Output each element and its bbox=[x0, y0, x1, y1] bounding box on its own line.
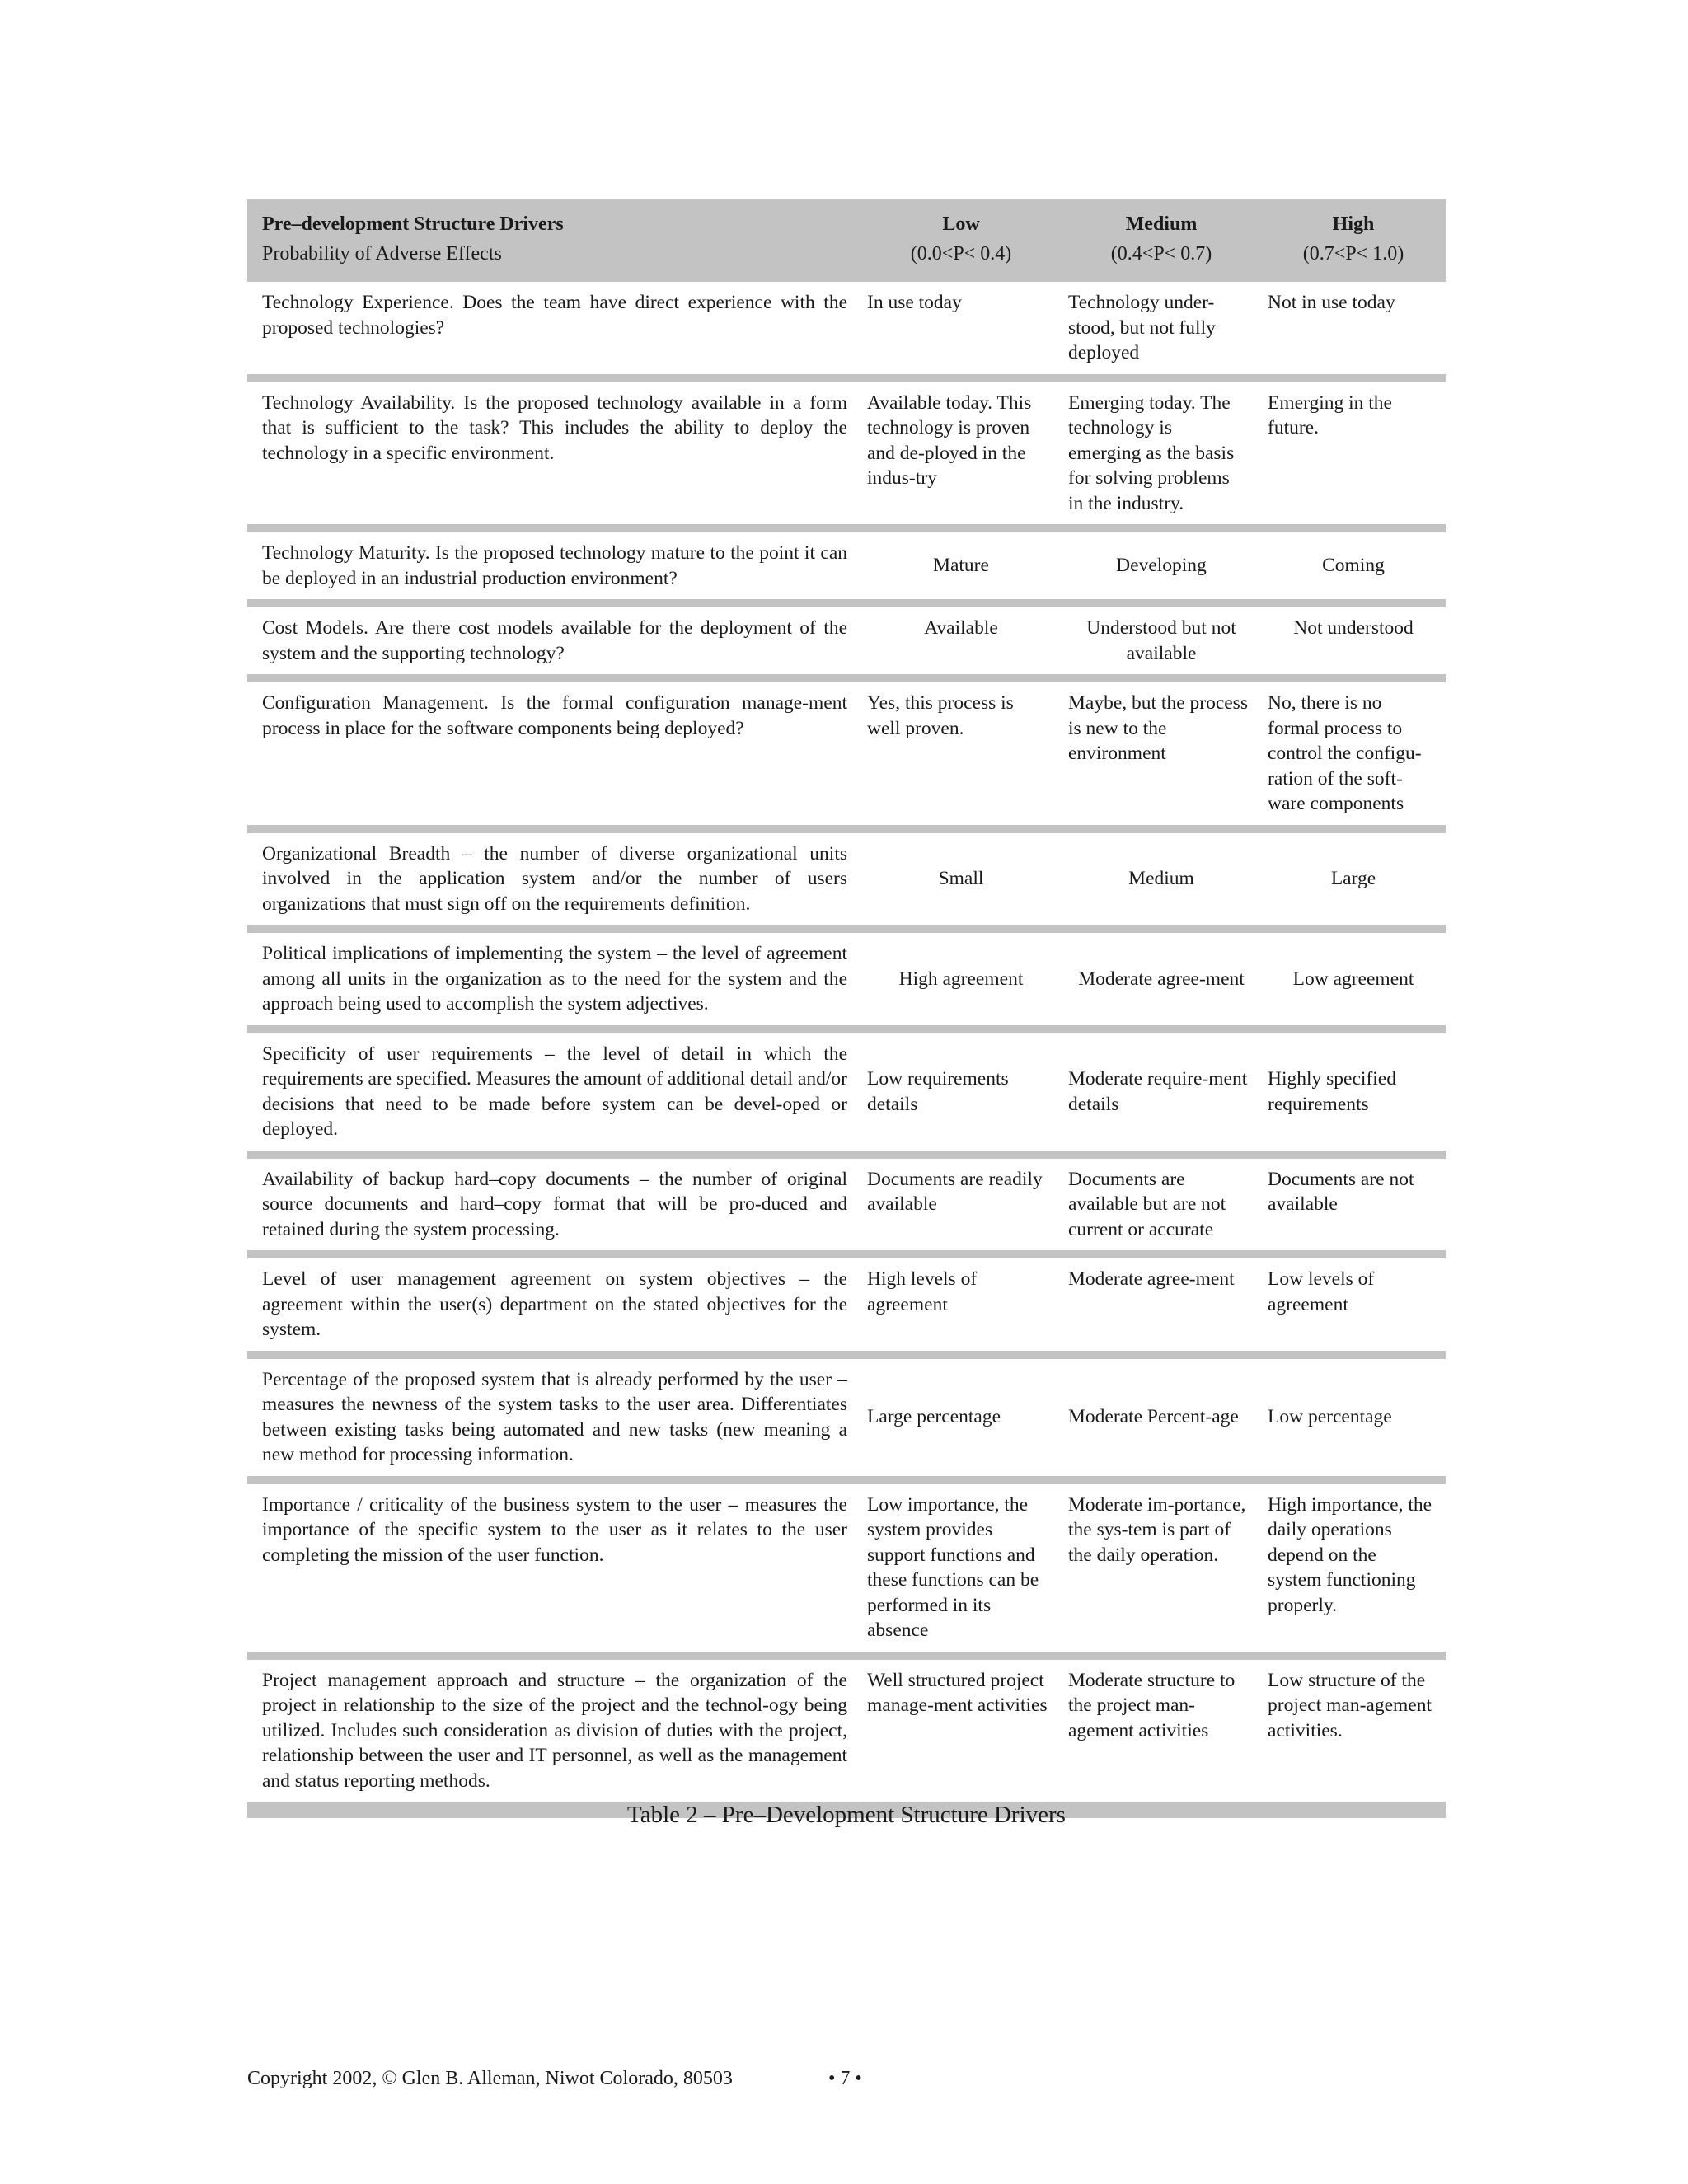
row-medium: Moderate Percent-age bbox=[1068, 1406, 1239, 1428]
row-medium: Documents are available but are not current or accurate bbox=[1068, 1168, 1226, 1240]
row-description: Level of user management agreement on system objectives – the agreement within the user(s) department on the stated objectives for the system. bbox=[262, 1268, 847, 1340]
table-row bbox=[247, 607, 1446, 674]
row-high: Coming bbox=[1322, 555, 1385, 577]
row-high: High importance, the daily operations depend on the system functioning properly. bbox=[1268, 1493, 1432, 1616]
table-row bbox=[247, 682, 1446, 825]
row-separator bbox=[247, 599, 1446, 607]
row-medium: Moderate im-portance, the sys-tem is part of the daily operation. bbox=[1068, 1493, 1246, 1566]
row-description: Political implications of implementing the system – the level of agreement among all units in the organization as to the need for the system and the approach being used to accomplish the system adjectives. bbox=[262, 943, 847, 1015]
row-medium: Understood but not available bbox=[1086, 617, 1236, 664]
row-separator bbox=[247, 1151, 1446, 1159]
row-medium: Emerging today. The technology is emerging as the basis for solving problems in the industry. bbox=[1068, 391, 1235, 514]
row-description: Technology Maturity. Is the proposed technology mature to the point it can be deployed in an industrial production environment? bbox=[262, 542, 847, 589]
row-low: Mature bbox=[933, 555, 989, 577]
row-separator bbox=[247, 1025, 1446, 1033]
row-separator bbox=[247, 925, 1446, 933]
header-medium-range: (0.4<P< 0.7) bbox=[1110, 243, 1212, 265]
row-high: Documents are not available bbox=[1268, 1168, 1414, 1215]
row-separator bbox=[247, 1250, 1446, 1258]
row-separator bbox=[247, 1652, 1446, 1660]
row-high: No, there is no formal process to control the configu-ration of the soft-ware components bbox=[1268, 692, 1422, 814]
table-row bbox=[247, 282, 1446, 374]
table-header bbox=[247, 199, 1446, 282]
table-row bbox=[247, 1033, 1446, 1151]
row-low: Small bbox=[938, 868, 984, 889]
row-high: Emerging in the future. bbox=[1268, 391, 1392, 438]
row-low: Well structured project manage-ment activities bbox=[867, 1669, 1048, 1716]
header-subtitle: Probability of Adverse Effects bbox=[262, 243, 502, 265]
page-number: • 7 • bbox=[828, 2068, 862, 2089]
row-medium: Moderate structure to the project man-agement activities bbox=[1068, 1669, 1236, 1741]
row-separator bbox=[247, 1476, 1446, 1484]
row-low: Yes, this process is well proven. bbox=[867, 692, 1014, 739]
row-high: Low levels of agreement bbox=[1268, 1268, 1375, 1315]
table-row bbox=[247, 833, 1446, 926]
row-description: Technology Availability. Is the proposed technology available in a form that is sufficient to the task? This includes the ability to deploy the technology in a specific environment. bbox=[262, 391, 847, 464]
row-medium: Moderate require-ment details bbox=[1068, 1068, 1248, 1115]
row-low: Available today. This technology is proven and de-ployed in the indus-try bbox=[867, 391, 1032, 489]
row-low: In use today bbox=[867, 292, 962, 313]
row-description: Organizational Breadth – the number of diverse organizational units involved in the application system and/or the number of users organizations that must sign off on the requirements definition. bbox=[262, 842, 847, 915]
row-description: Importance / criticality of the business system to the user – measures the importance of the specific system to the user as it relates to the user completing the mission of the user function. bbox=[262, 1493, 847, 1566]
row-high: Low agreement bbox=[1292, 968, 1414, 990]
row-medium: Developing bbox=[1116, 555, 1207, 577]
row-high: Not understood bbox=[1293, 617, 1414, 639]
header-high-name: High bbox=[1332, 213, 1375, 235]
row-description: Percentage of the proposed system that is already performed by the user – measures the newness of the system tasks to the user area. Differentiates between existing tasks being automated and new tasks (new meaning a new method for processing information. bbox=[262, 1368, 847, 1465]
row-low: Low requirements details bbox=[867, 1068, 1009, 1115]
row-medium: Technology under-stood, but not fully deployed bbox=[1068, 292, 1216, 363]
table-row bbox=[247, 1484, 1446, 1652]
row-low: Large percentage bbox=[867, 1406, 1001, 1428]
header-medium-name: Medium bbox=[1125, 213, 1198, 235]
header-high-range: (0.7<P< 1.0) bbox=[1302, 243, 1404, 265]
row-description: Cost Models. Are there cost models available for the deployment of the system and the supporting technology? bbox=[262, 617, 847, 664]
row-high: Large bbox=[1330, 868, 1376, 889]
row-low: High agreement bbox=[898, 968, 1024, 990]
row-low: Documents are readily available bbox=[867, 1168, 1043, 1215]
row-separator bbox=[247, 1351, 1446, 1359]
row-separator bbox=[247, 524, 1446, 532]
header-low-range: (0.0<P< 0.4) bbox=[910, 243, 1012, 265]
row-high: Low structure of the project man-agement activities. bbox=[1268, 1669, 1432, 1741]
table-row bbox=[247, 1159, 1446, 1251]
header-low-name: Low bbox=[942, 213, 980, 235]
row-description: Specificity of user requirements – the level of detail in which the requirements are specified. Measures the amount of additional detail and/or decisions that need to be made before system can be devel-oped or deployed. bbox=[262, 1043, 847, 1140]
row-medium: Medium bbox=[1128, 868, 1194, 889]
table-row bbox=[247, 1660, 1446, 1802]
header-title: Pre–development Structure Drivers bbox=[262, 213, 564, 235]
table-row bbox=[247, 532, 1446, 599]
row-medium: Maybe, but the process is new to the environment bbox=[1068, 692, 1248, 764]
table-row bbox=[247, 1359, 1446, 1476]
row-low: Low importance, the system provides support functions and these functions can be performed in its absence bbox=[867, 1493, 1039, 1641]
row-description: Availability of backup hard–copy documents – the number of original source documents and hard–copy format that will be pro-duced and retained during the system processing. bbox=[262, 1168, 847, 1240]
header-high bbox=[1261, 199, 1446, 282]
row-medium: Moderate agree-ment bbox=[1068, 1268, 1235, 1290]
row-description: Technology Experience. Does the team have direct experience with the proposed technologies? bbox=[262, 292, 847, 339]
row-low: High levels of agreement bbox=[867, 1268, 978, 1315]
structure-drivers-table bbox=[247, 199, 1446, 1818]
header-title-cell bbox=[247, 199, 860, 282]
table-row bbox=[247, 933, 1446, 1025]
row-high: Not in use today bbox=[1268, 292, 1395, 313]
table-caption: Table 2 – Pre–Development Structure Drivers bbox=[627, 1802, 1066, 1828]
row-separator bbox=[247, 825, 1446, 833]
row-high: Highly specified requirements bbox=[1268, 1068, 1396, 1115]
header-medium bbox=[1062, 199, 1261, 282]
row-high: Low percentage bbox=[1268, 1406, 1392, 1428]
table-row bbox=[247, 382, 1446, 525]
row-separator bbox=[247, 374, 1446, 382]
table-row bbox=[247, 1258, 1446, 1351]
row-description: Project management approach and structure – the organization of the project in relationship to the size of the project and the technol-ogy being utilized. Includes such consideration as division of duties with the project, relationship between the user and IT personnel, as well as the management and status reporting methods. bbox=[262, 1669, 847, 1792]
row-low: Available bbox=[924, 617, 998, 639]
footer-copyright: Copyright 2002, © Glen B. Alleman, Niwot Colorado, 80503 bbox=[247, 2068, 733, 2089]
row-separator bbox=[247, 674, 1446, 682]
row-medium: Moderate agree-ment bbox=[1078, 968, 1245, 990]
row-description: Configuration Management. Is the formal configuration manage-ment process in place for the software components being deployed? bbox=[262, 692, 847, 739]
header-low bbox=[860, 199, 1062, 282]
